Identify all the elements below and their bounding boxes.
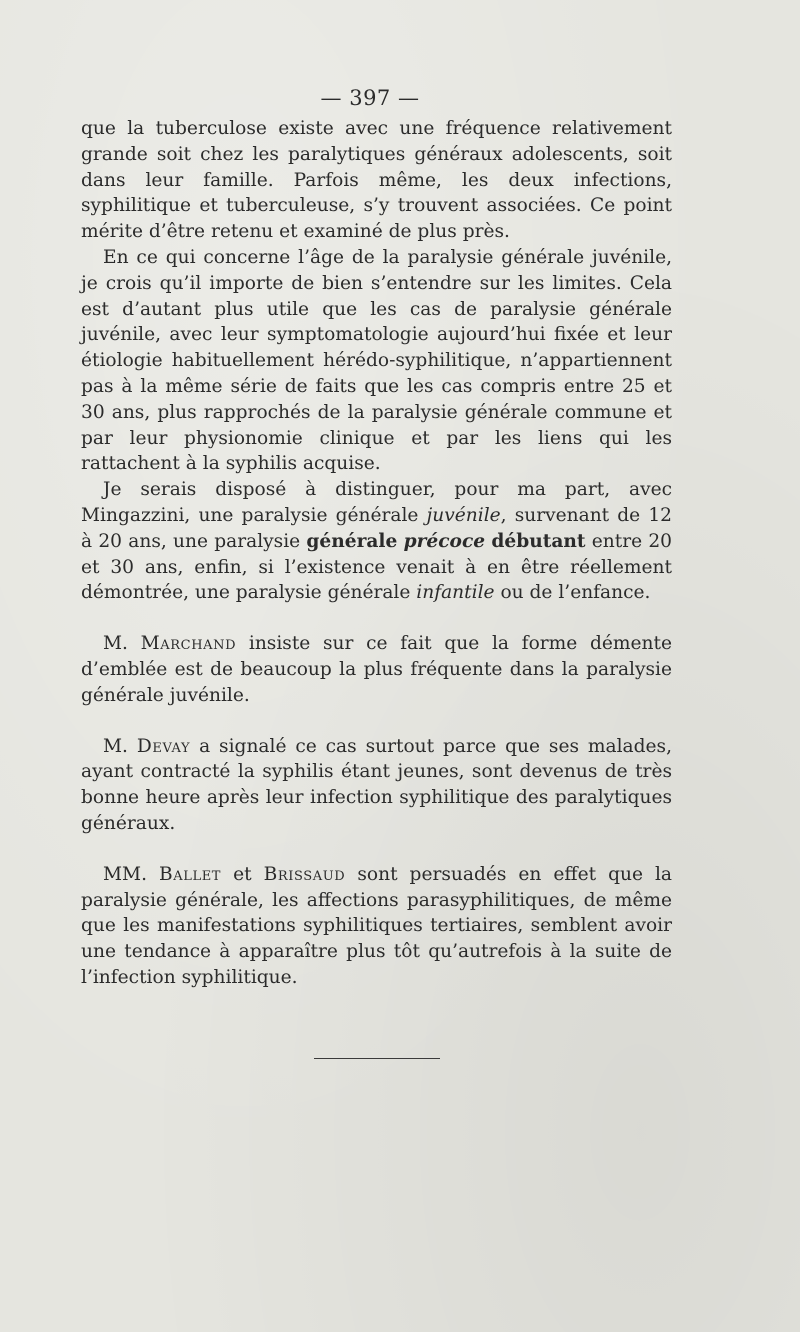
- paragraph-3-text-b: , survenant de 12 à 20 ans, une paralysie: [81, 504, 672, 552]
- paragraph-5: [81, 734, 672, 837]
- term-juvenile: juvénile: [426, 504, 501, 526]
- speaker-name-ballet: Ballet: [159, 863, 222, 885]
- closing-rule: [314, 1058, 440, 1059]
- body-text: [81, 116, 672, 991]
- speaker-prefix: MM.: [103, 863, 159, 885]
- term-generale-bold: générale: [306, 530, 398, 552]
- paragraph-4-text: insiste sur ce fait que la forme démente d’emblée est de beaucoup la plus fréquente dans la paralysie générale juvénile.: [81, 633, 672, 706]
- paragraph-5-text: a signalé ce cas surtout parce que ses malades, ayant contracté la syphilis étant jeunes, sont devenus de très bonne heure après leur infection syphilitique des paralytiques généraux.: [81, 735, 672, 834]
- speaker-name-marchand: Marchand: [140, 633, 237, 655]
- page-number: — 397 —: [320, 86, 420, 110]
- speaker-prefix: M.: [103, 735, 137, 757]
- speaker-name-devay: Devay: [136, 735, 191, 757]
- paragraph-3-text-a: Je serais disposé à distinguer, pour ma part, avec Mingazzini, une paralysie générale: [81, 479, 672, 526]
- paragraph-1: que la tuberculose existe avec une fréquence relativement grande soit chez les paralytiques généraux adolescents, soit dans leur famille. Parfois même, les deux infections, syphilitique et tuberculeuse, s’y trouvent associées. Ce point mérite d’être retenu et examiné de plus près.: [81, 118, 672, 243]
- term-debutant: débutant: [491, 530, 586, 552]
- term-precoce: précoce: [403, 530, 486, 552]
- paragraph-3-text-d: ou de l’enfance.: [494, 582, 651, 604]
- speaker-name-brissaud: Brissaud: [263, 863, 346, 885]
- paragraph-6: [81, 862, 672, 991]
- paragraph-2: En ce qui concerne l’âge de la paralysie générale juvénile, je crois qu’il importe de bien s’entendre sur les limites. Cela est d’autant plus utile que les cas de paralysie générale juvénile, avec leur symptomatologie aujourd’hui fixée et leur étiologie habituellement hérédo-syphilitique, n’appartiennent pas à la même série de faits que les cas compris entre 25 et 30 ans, plus rapprochés de la paralysie générale commune et par leur physionomie clinique et par les liens qui les rattachent à la syphilis acquise.: [81, 246, 672, 475]
- term-infantile: infantile: [416, 582, 495, 604]
- paragraph-4: [81, 631, 672, 708]
- speaker-prefix: M.: [103, 633, 141, 655]
- paragraph-3-text-c: entre 20 et 30 ans, enfin, si l’existence venait à en être réellement démontrée, une paralysie générale: [81, 530, 672, 604]
- speaker-conjunction: et: [221, 863, 264, 885]
- paragraph-3: [81, 477, 672, 606]
- paragraph-6-text: sont persuadés en effet que la paralysie générale, les affections parasyphilitiques, de même que les manifestations syphilitiques tertiaires, semblent avoir une tendance à apparaître plus tôt qu’autrefois à la suite de l’infection syphilitique.: [81, 863, 673, 988]
